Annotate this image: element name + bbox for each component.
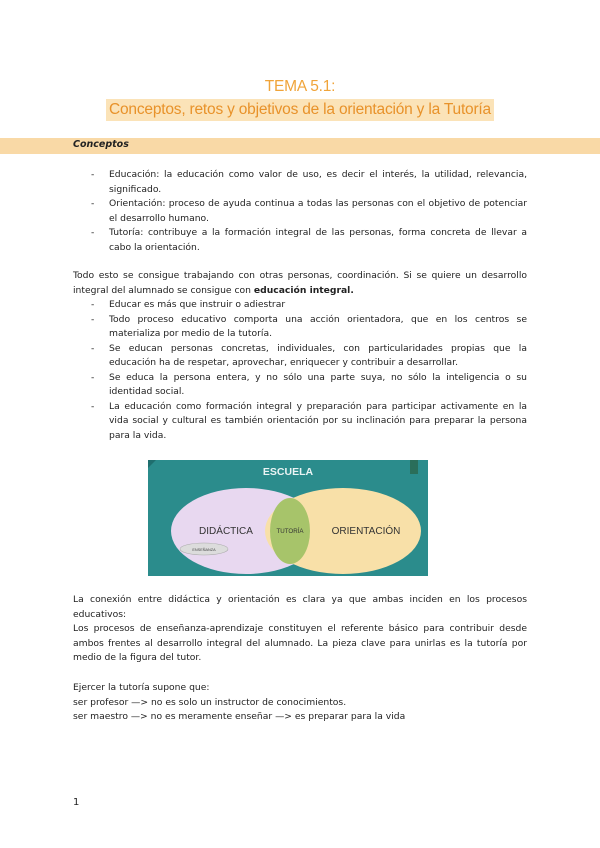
section-heading-bar — [0, 138, 600, 154]
list-item: - Se educan personas concretas, individuales, con particularidades propias que la educación ha de respetar, aprovechar, enriquecer y contribuir a desarrollar. — [73, 342, 527, 371]
list-item: - Todo proceso educativo comporta una acción orientadora, que en los centros se materializa por medio de la tutoría. — [73, 313, 527, 342]
closing-intro: Ejercer la tutoría supone que: — [73, 682, 210, 693]
list-item: - Educación: la educación como valor de uso, es decir el interés, la utilidad, relevancia, significado. — [73, 168, 527, 197]
closing-block — [73, 681, 527, 725]
bold-term: educación integral. — [253, 284, 354, 296]
closing-line: ser maestro —> no es meramente enseñar —> es preparar para la vida — [73, 711, 406, 722]
didactica-label: DIDÁCTICA — [199, 526, 253, 537]
list-item: - Orientación: proceso de ayuda continua a todas las personas con el objetivo de potenciar el desarrollo humano. — [73, 197, 527, 226]
page-number: 1 — [73, 797, 80, 808]
title-topic-name: Conceptos, retos y objetivos de la orientación y la Tutoría — [106, 99, 494, 121]
ensenanza-label: ENSEÑANZA — [192, 548, 216, 552]
section-heading: Conceptos — [73, 139, 129, 150]
school-label: ESCUELA — [262, 466, 314, 478]
integral-education-block — [73, 269, 527, 443]
points-list — [73, 298, 527, 443]
paragraph-text: Todo esto se consigue trabajando con otras personas, coordinación. Si se quiere un desarrollo integral del alumnado se consigue con — [73, 270, 527, 296]
list-item: - Tutoría: contribuye a la formación integral de las personas, forma concreta de llevar a cabo la orientación. — [73, 226, 527, 255]
list-item: - Educar es más que instruir o adiestrar — [73, 298, 527, 313]
definitions-list — [73, 168, 527, 255]
list-item: - La educación como formación integral y preparación para participar activamente en la vida social y cultural es también orientación por su inclinación para preparar la persona para la vida. — [73, 400, 527, 444]
paragraph: Los procesos de enseñanza-aprendizaje constituyen el referente básico para contribuir desde ambos frentes al desarrollo integral del alumnado. La pieza clave para unirlas es la tutoría por medio de la figura del tutor. — [73, 623, 527, 663]
title-topic-number: TEMA 5.1: — [264, 78, 336, 95]
definitions-block — [73, 168, 527, 255]
connection-block — [73, 593, 527, 666]
paragraph: La conexión entre didáctica y orientación es clara ya que ambas inciden en los procesos educativos: — [73, 594, 527, 620]
corner-tab-right — [410, 460, 418, 474]
closing-line: ser profesor —> no es solo un instructor de conocimientos. — [73, 696, 347, 708]
tutoria-label: TUTORÍA — [276, 528, 304, 535]
title-block — [0, 77, 600, 121]
paragraph — [73, 269, 527, 298]
list-item: - Se educa la persona entera, y no sólo una parte suya, no sólo la inteligencia o su identidad social. — [73, 371, 527, 400]
school-diagram — [148, 460, 428, 576]
orientacion-label: ORIENTACIÓN — [331, 526, 401, 537]
